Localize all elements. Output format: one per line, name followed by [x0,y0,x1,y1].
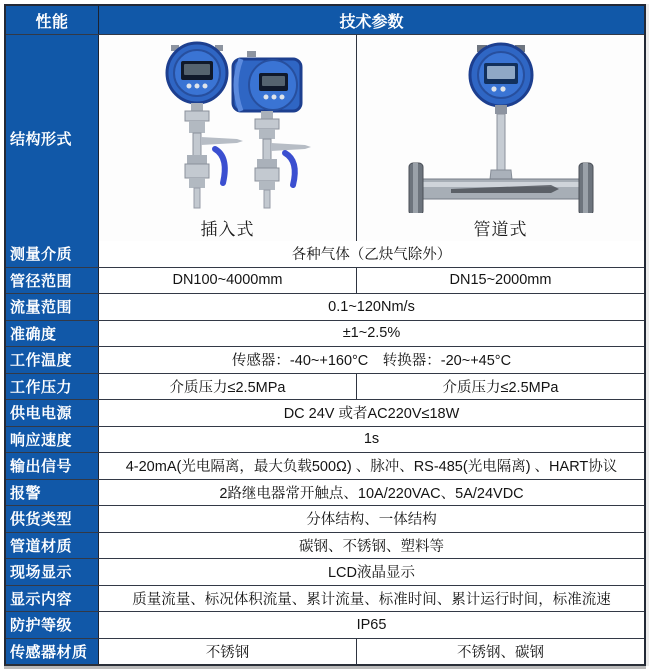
insertion-caption: 插入式 [200,220,255,239]
spec-row [6,293,644,320]
spec-value: 分体结构、一体结构 [306,512,437,529]
spec-value: 介质压力≤2.5MPa [99,374,357,400]
spec-row [6,585,644,612]
spec-row [6,532,644,559]
spec-row [6,320,644,347]
spec-rows [6,241,644,664]
spec-value: 0.1~120Nm/s [328,298,415,315]
spec-label: 工作压力 [6,374,99,400]
header-performance: 性能 [6,6,99,34]
header-row [6,6,644,34]
spec-value: 2路继电器常开触点、10A/220VAC、5A/24VDC [219,485,524,502]
pipeline-caption: 管道式 [473,220,528,239]
spec-row [6,479,644,506]
spec-row [6,267,644,294]
spec-label: 供货类型 [6,506,99,532]
spec-label: 防护等级 [6,612,99,638]
pipeline-flow-meter-image [357,35,644,215]
spec-row [6,373,644,400]
spec-row [6,346,644,373]
spec-label: 测量介质 [6,241,99,267]
spec-label: 流量范围 [6,294,99,320]
spec-value: 传感器：-40~+160°C 转换器：-20~+45°C [231,353,512,370]
structure-row [6,34,644,241]
structure-label: 结构形式 [6,35,99,241]
spec-value: DN100~4000mm [99,268,357,294]
spec-row [6,399,644,426]
spec-label: 准确度 [6,321,99,347]
spec-row [6,558,644,585]
spec-label: 输出信号 [6,453,99,479]
spec-value: 1s [363,431,380,448]
spec-label: 显示内容 [6,586,99,612]
header-tech-params: 技术参数 [99,6,644,34]
spec-row [6,426,644,453]
spec-label: 现场显示 [6,559,99,585]
spec-value: DN15~2000mm [449,272,552,289]
pipeline-flow-meter-drawing [391,37,611,213]
spec-row [6,611,644,638]
spec-label: 管径范围 [6,268,99,294]
insertion-flow-meter-drawing [133,37,323,213]
spec-value: IP65 [356,616,387,633]
spec-value: 碳钢、不锈钢、塑料等 [299,538,444,555]
spec-value: 质量流量、标况体积流量、累计流量、标准时间、累计运行时间，标准流速 [132,591,611,608]
spec-value: 不锈钢、碳钢 [457,644,544,661]
spec-label: 供电电源 [6,400,99,426]
spec-value: 不锈钢 [99,639,357,665]
spec-row [6,505,644,532]
spec-label: 工作温度 [6,347,99,373]
spec-label: 响应速度 [6,427,99,453]
insertion-flow-meter-image [99,35,356,215]
insertion-meter-cell [99,35,357,241]
spec-value: LCD液晶显示 [327,565,415,582]
spec-value: 4-20mA(光电隔离，最大负载500Ω) 、脉冲、RS-485(光电隔离) 、HART协议 [125,459,618,476]
spec-row [6,241,644,267]
spec-label: 报警 [6,480,99,506]
spec-value: 各种气体（乙炔气除外） [291,247,452,264]
spec-value: ±1~2.5% [342,325,401,342]
spec-row [6,638,644,665]
spec-value: DC 24V 或者AC220V≤18W [283,406,460,423]
spec-label: 管道材质 [6,533,99,559]
spec-label: 传感器材质 [6,639,99,665]
spec-table [4,4,646,666]
spec-value: 介质压力≤2.5MPa [442,379,559,396]
pipeline-meter-cell [357,35,644,241]
spec-row [6,452,644,479]
